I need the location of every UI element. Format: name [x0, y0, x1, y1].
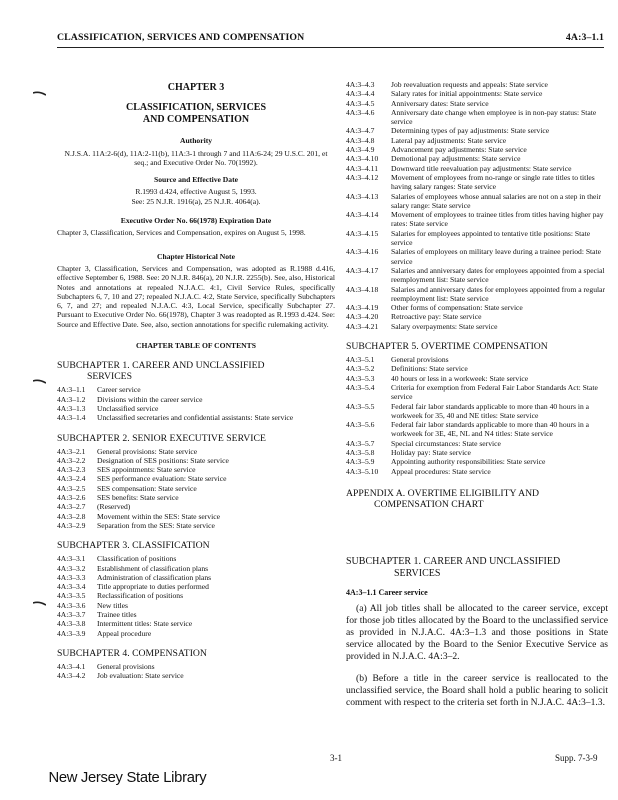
toc-entry [57, 484, 335, 493]
toc-entry-number: 4A:3–3.9 [57, 628, 86, 638]
header-title: CLASSIFICATION, SERVICES AND COMPENSATION [57, 32, 305, 43]
left-column [57, 80, 335, 680]
toc-entry [346, 355, 608, 364]
toc-entry [346, 285, 608, 304]
toc-entry-number: 4A:3–4.8 [346, 135, 375, 145]
history-text: Chapter 3, Classification, Services and Compensation, was adopted as R.1988 d.416, effective September 6, 1988. See: 20 N.J.R. 846(a), 20 N.J.R. 2255(b). See, also, Historical Notes and annotations at repealed N.J.A.C. 4:1, Civil Service Rules, specifically Subchapters 6, 7, 10 and 27; repealed N.J.A.C. 4:2, State Service, specifically Subchapters 6, 7, and 27; and repealed N.J.A.C. 4:3, Local Service, specifically Subchapter 27. Pursuant to Executive Order No. 66(1978), Chapter 3 was readopted as R.1993 d.424. See: Source and Effective Date. See, also, section annotations for specific rulemaking activity. [57, 263, 335, 329]
toc-entry [57, 573, 335, 582]
toc-entry [346, 80, 608, 89]
toc-entry-title: Salary overpayments: State service [391, 321, 498, 331]
toc-entry [346, 126, 608, 135]
toc-entry [57, 671, 335, 680]
toc-entry-number: 4A:3–4.16 [346, 247, 379, 257]
toc-entry-number: 4A:3–2.4 [57, 474, 86, 484]
toc-entry-number: 4A:3–5.1 [346, 355, 375, 365]
source-heading: Source and Effective Date [153, 175, 238, 185]
toc-entry-title: Anniversary date change when employee is in non-pay status: State service [391, 107, 597, 127]
toc-entry-number: 4A:3–3.7 [57, 609, 86, 619]
toc-entry [346, 99, 608, 108]
toc-entry-title: SES benefits: State service [97, 493, 179, 503]
toc-entry-number: 4A:3–2.6 [57, 493, 86, 503]
toc-entry-title: New titles [97, 600, 129, 610]
library-stamp: New Jersey State Library [48, 770, 207, 786]
toc-entry-title: Definitions: State service [391, 364, 468, 374]
appendix-title: APPENDIX A. OVERTIME ELIGIBILITY AND COMPENSATION CHART [346, 487, 540, 510]
toc-entry-number: 4A:3–4.1 [57, 661, 86, 671]
toc-entry-number: 4A:3–4.7 [346, 126, 375, 136]
supplement-date: Supp. 7-3-9 [555, 753, 598, 763]
toc-entry-number: 4A:3–4.21 [346, 321, 379, 331]
toc-entry-title: Special circumstances: State service [391, 438, 501, 448]
toc-entry [57, 447, 335, 456]
toc-entry-number: 4A:3–5.9 [346, 457, 375, 467]
toc-entry-title: Separation from the SES: State service [97, 520, 215, 530]
toc-entry-number: 4A:3–5.5 [346, 401, 375, 411]
toc-entry-number: 4A:3–4.6 [346, 107, 375, 117]
toc-entry-title: Holiday pay: State service [391, 447, 471, 457]
running-header [57, 32, 604, 46]
toc-entry [57, 474, 335, 483]
toc-entry-title: SES performance evaluation: State service [97, 474, 227, 484]
toc-entry-title: Unclassified service [97, 403, 159, 413]
toc-subchapter-2 [57, 447, 335, 531]
toc-entry-number: 4A:3–3.4 [57, 582, 86, 592]
subchapter-2-title: SUBCHAPTER 2. SENIOR EXECUTIVE SERVICE [57, 432, 266, 444]
toc-entry [346, 467, 608, 476]
toc-entry [346, 383, 608, 402]
chapter-title: CLASSIFICATION, SERVICES AND COMPENSATION [125, 102, 267, 126]
toc-entry-number: 4A:3–1.2 [57, 394, 86, 404]
toc-entry-title: 40 hours or less in a workweek: State service [391, 373, 529, 383]
toc-entry [346, 457, 608, 466]
toc-entry-number: 4A:3–4.2 [57, 671, 86, 681]
toc-entry-number: 4A:3–4.18 [346, 284, 379, 294]
header-rule [57, 47, 604, 48]
toc-entry [346, 312, 608, 321]
toc-entry [346, 448, 608, 457]
chapter-number: CHAPTER 3 [167, 82, 225, 93]
toc-entry-title: Criteria for exemption from Federal Fair Labor Standards Act: State service [391, 382, 598, 402]
toc-entry [57, 582, 335, 591]
toc-entry-number: 4A:3–2.8 [57, 511, 86, 521]
header-section-number: 4A:3–1.1 [565, 32, 604, 43]
toc-entry [346, 303, 608, 312]
toc-entry [346, 164, 608, 173]
toc-entry-title: Salaries of employees whose annual salaries are not on a step in their salary range: State service [391, 191, 602, 210]
toc-entry-number: 4A:3–4.17 [346, 265, 379, 275]
toc-entry-title: Unclassified secretaries and confidential assistants: State service [97, 413, 294, 423]
toc-entry-title: Title appropriate to duties performed [97, 582, 209, 592]
toc-entry-number: 4A:3–3.6 [57, 600, 86, 610]
toc-entry-number: 4A:3–3.5 [57, 591, 86, 601]
toc-entry [346, 402, 608, 421]
toc-entry [346, 173, 608, 192]
toc-entry-title: (Reserved) [97, 502, 131, 512]
toc-entry-number: 4A:3–1.4 [57, 413, 86, 423]
toc-entry-number: 4A:3–5.7 [346, 438, 375, 448]
margin-mark-icon [33, 600, 46, 607]
toc-entry-number: 4A:3–5.10 [346, 466, 379, 476]
toc-entry-title: Lateral pay adjustments: State service [391, 135, 507, 145]
subchapter-5-title: SUBCHAPTER 5. OVERTIME COMPENSATION [346, 341, 548, 353]
toc-entry-title: SES appointments: State service [97, 465, 196, 475]
toc-entry [346, 136, 608, 145]
toc-entry [57, 521, 335, 530]
toc-entry-number: 4A:3–4.11 [346, 163, 378, 173]
toc-entry-number: 4A:3–4.9 [346, 145, 375, 155]
toc-entry [57, 385, 335, 394]
toc-entry-title: Retroactive pay: State service [391, 312, 482, 322]
toc-entry [346, 210, 608, 229]
toc-entry [57, 564, 335, 573]
paragraph-a: (a) All job titles shall be allocated to the career service, except for those job titles allocated by the Board to the unclassified service as provided in N.J.A.C. 4A:3–1.3 and those positions in State service allocated by the Board to the Senior Executive Service as provided in N.J.A.C. 4A:3–2. [346, 603, 608, 663]
toc-subchapter-4-continued [346, 80, 608, 331]
toc-entry [57, 601, 335, 610]
toc-entry [57, 413, 335, 422]
toc-entry [346, 229, 608, 248]
toc-entry [346, 154, 608, 163]
history-heading: Chapter Historical Note [157, 251, 235, 261]
toc-entry-number: 4A:3–4.13 [346, 191, 379, 201]
toc-entry-number: 4A:3–3.3 [57, 572, 86, 582]
toc-entry-title: Determining types of pay adjustments: State service [391, 126, 550, 136]
authority-text: N.J.S.A. 11A:2-6(d), 11A:2-11(b), 11A:3-1 through 7 and 11A:6-24; 29 U.S.C. 201, et seq.; and Executive Order No. 70(1992). [64, 148, 328, 167]
toc-entry-title: Classification of positions [97, 554, 177, 564]
toc-entry-number: 4A:3–2.2 [57, 455, 86, 465]
toc-entry-title: Intermittent titles: State service [97, 619, 193, 629]
toc-entry-title: Salaries of employees on military leave during a trainee period: State service [391, 247, 602, 266]
toc-entry-title: Salaries and anniversary dates for employees appointed from a regular reemployment list: State service [391, 284, 606, 303]
toc-entry-number: 4A:3–2.9 [57, 520, 86, 530]
paragraph-b: (b) Before a title in the career service is reallocated to the unclassified service, the Board shall hold a public hearing to solicit comment with respect to the criteria set forth in N.J.A.C. 4A:3–1.3. [346, 673, 608, 709]
toc-entry-title: Salaries for employees appointed to tentative title positions: State service [391, 228, 591, 248]
toc-entry-number: 4A:3–2.5 [57, 483, 86, 493]
toc-entry-title: Anniversary dates: State service [391, 98, 489, 108]
toc-entry-number: 4A:3–5.6 [346, 420, 375, 430]
subchapter-3-title: SUBCHAPTER 3. CLASSIFICATION [57, 540, 210, 552]
toc-entry-number: 4A:3–4.14 [346, 210, 379, 220]
toc-entry-title: Salaries and anniversary dates for employees appointed from a special reemployment list: State service [391, 265, 605, 285]
toc-entry-title: Appeal procedure [97, 628, 152, 638]
section-heading: 4A:3–1.1 Career service [346, 587, 428, 597]
toc-entry [57, 456, 335, 465]
toc-entry [346, 89, 608, 98]
toc-entry [346, 192, 608, 211]
margin-mark-icon [33, 90, 46, 97]
toc-entry-number: 4A:3–1.1 [57, 385, 86, 395]
toc-entry-title: Administration of classification plans [97, 572, 212, 582]
expiration-text: Chapter 3, Classification, Services and Compensation, expires on August 5, 1998. [57, 228, 306, 238]
toc-entry-number: 4A:3–2.1 [57, 446, 86, 456]
toc-entry-number: 4A:3–2.7 [57, 502, 86, 512]
toc-entry-title: Career service [97, 385, 141, 395]
toc-entry-title: Job evaluation: State service [97, 671, 184, 681]
toc-entry [57, 610, 335, 619]
toc-entry-number: 4A:3–3.8 [57, 619, 86, 629]
toc-entry-title: Designation of SES positions: State service [97, 455, 229, 465]
toc-entry [346, 266, 608, 285]
toc-entry-title: Trainee titles [97, 609, 137, 619]
toc-subchapter-3 [57, 554, 335, 638]
toc-entry [57, 493, 335, 502]
toc-entry [57, 554, 335, 563]
toc-entry-title: Advancement pay adjustments: State service [391, 145, 527, 155]
toc-entry-number: 4A:3–4.12 [346, 172, 379, 182]
toc-entry [57, 619, 335, 628]
toc-entry-title: Establishment of classification plans [97, 563, 209, 573]
toc-entry-number: 4A:3–4.4 [346, 89, 375, 99]
toc-entry-title: Federal fair labor standards applicable to more than 40 hours in a workweek for 3E, 4E, NL and N4 titles: State service [391, 420, 590, 439]
authority-heading: Authority [179, 136, 213, 146]
toc-entry-number: 4A:3–4.10 [346, 154, 379, 164]
toc-entry-number: 4A:3–4.3 [346, 80, 375, 89]
toc-entry-number: 4A:3–3.2 [57, 563, 86, 573]
toc-entry-number: 4A:3–4.15 [346, 228, 379, 238]
toc-entry-title: Divisions within the career service [97, 394, 203, 404]
toc-entry [57, 404, 335, 413]
toc-entry-number: 4A:3–4.5 [346, 98, 375, 108]
toc-entry-title: Salary rates for initial appointments: State service [391, 89, 543, 99]
toc-subchapter-4 [57, 662, 335, 681]
toc-entry-number: 4A:3–1.3 [57, 403, 86, 413]
toc-entry-title: General provisions [391, 355, 449, 365]
toc-entry-title: Appeal procedures: State service [391, 466, 491, 476]
toc-entry [57, 395, 335, 404]
toc-entry-title: Downward title reevaluation pay adjustments: State service [391, 163, 572, 173]
toc-entry-title: Appointing authority responsibilities: State service [391, 457, 546, 467]
source-line-2: See: 25 N.J.R. 1916(a), 25 N.J.R. 4064(a). [131, 196, 261, 206]
toc-entry [346, 247, 608, 266]
toc-entry [57, 662, 335, 671]
toc-entry [346, 322, 608, 331]
toc-heading: CHAPTER TABLE OF CONTENTS [136, 341, 256, 351]
toc-entry-title: Demotional pay adjustments: State service [391, 154, 521, 164]
toc-entry-number: 4A:3–3.1 [57, 554, 86, 564]
subchapter-1-title: SUBCHAPTER 1. CAREER AND UNCLASSIFIED SERVICES [57, 360, 265, 383]
toc-entry-number: 4A:3–4.19 [346, 303, 379, 313]
margin-mark-icon [33, 378, 46, 385]
toc-entry [57, 591, 335, 600]
toc-entry-title: SES compensation: State service [97, 483, 197, 493]
toc-entry [346, 145, 608, 154]
toc-entry [57, 502, 335, 511]
toc-subchapter-1 [57, 385, 335, 422]
toc-entry-number: 4A:3–5.8 [346, 447, 375, 457]
toc-entry-title: General provisions: State service [97, 446, 198, 456]
toc-entry-number: 4A:3–5.3 [346, 373, 375, 383]
right-column [346, 80, 608, 719]
toc-entry-title: General provisions [97, 661, 155, 671]
toc-entry [346, 108, 608, 127]
toc-entry [346, 374, 608, 383]
toc-entry [57, 512, 335, 521]
expiration-heading: Executive Order No. 66(1978) Expiration Date [120, 216, 272, 226]
toc-entry-title: Movement of employees from no-range or single rate titles to titles having salary ranges: State service [391, 172, 595, 192]
toc-subchapter-5 [346, 355, 608, 476]
toc-entry-number: 4A:3–5.4 [346, 382, 375, 392]
body-subchapter-title: SUBCHAPTER 1. CAREER AND UNCLASSIFIED SERVICES [346, 555, 561, 579]
toc-entry-title: Job reevaluation requests and appeals: State service [391, 80, 548, 89]
toc-entry [346, 439, 608, 448]
toc-entry-title: Reclassification of positions [97, 591, 184, 601]
toc-entry-number: 4A:3–4.20 [346, 312, 379, 322]
toc-entry [57, 465, 335, 474]
toc-entry-title: Federal fair labor standards applicable to more than 40 hours in a workweek for 35, 40 and NE titles: State service [391, 401, 590, 420]
source-line-1: R.1993 d.424, effective August 5, 1993. [135, 187, 257, 197]
page-number: 3-1 [330, 753, 342, 763]
toc-entry-number: 4A:3–2.3 [57, 465, 86, 475]
toc-entry-title: Movement within the SES: State service [97, 511, 220, 521]
toc-entry-title: Other forms of compensation: State service [391, 303, 523, 313]
toc-entry [346, 364, 608, 373]
toc-entry-number: 4A:3–5.2 [346, 364, 375, 374]
toc-entry [57, 629, 335, 638]
toc-entry-title: Movement of employees to trainee titles from titles having higher pay rates: State service [391, 210, 604, 229]
toc-entry [346, 420, 608, 439]
subchapter-4-title: SUBCHAPTER 4. COMPENSATION [57, 647, 207, 659]
